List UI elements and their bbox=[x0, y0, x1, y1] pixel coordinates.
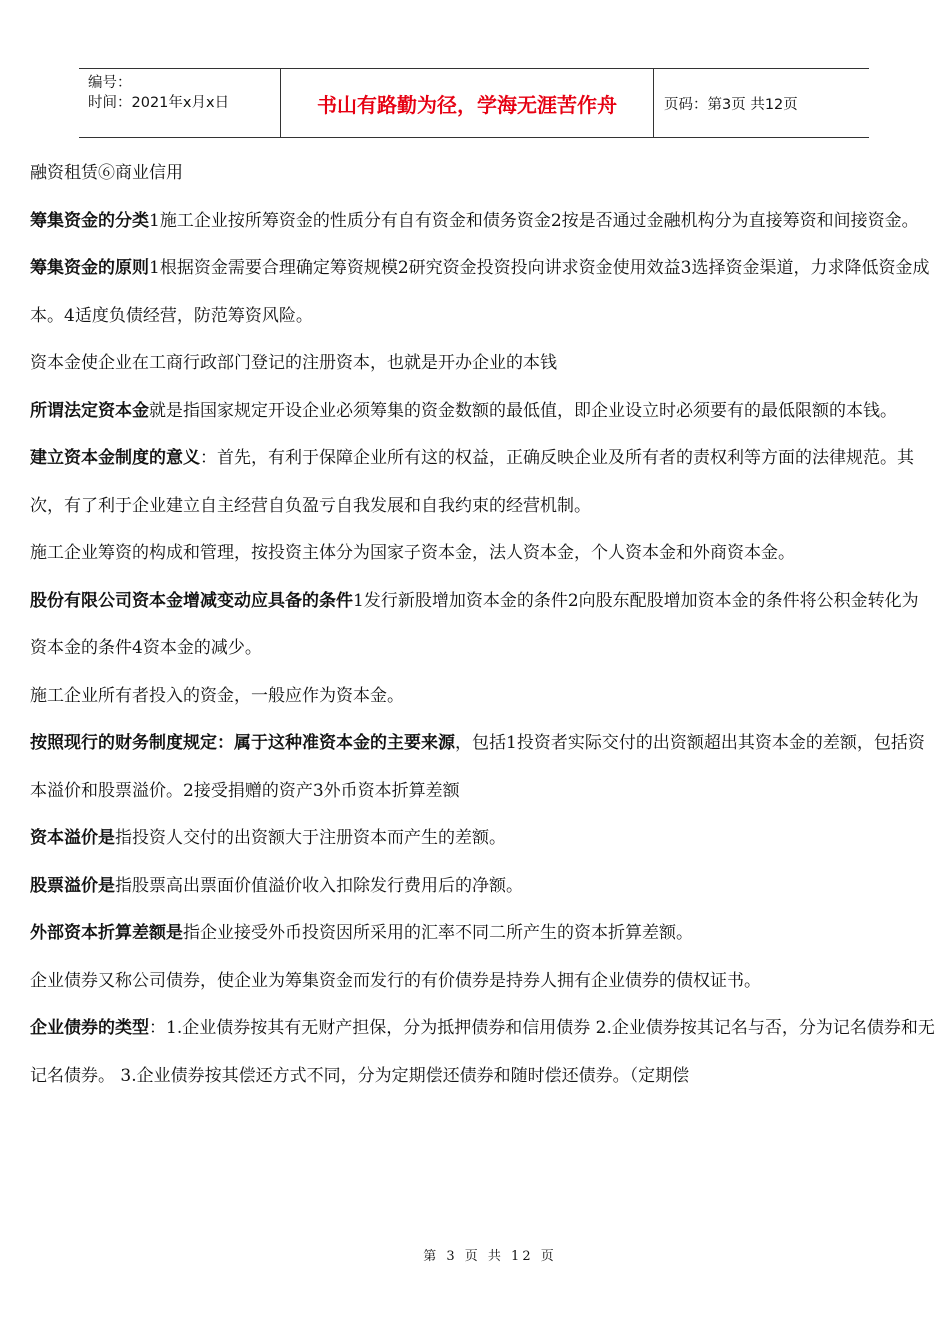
paragraph bbox=[30, 958, 935, 1006]
header-page-label: 页码：第3页 共12页 bbox=[664, 96, 798, 113]
paragraph-text: 施工企业筹资的构成和管理，按投资主体分为国家子资本金，法人资本金，个人资本金和外商资本金。 bbox=[30, 543, 795, 563]
paragraph-text: 1根据资金需要合理确定筹资规模2研究资金投资投向讲求资金使用效益3选择资金渠道，力求降低资金成本。4适度负债经营，防范筹资风险。 bbox=[30, 258, 930, 326]
paragraph bbox=[30, 150, 935, 198]
document-body bbox=[30, 150, 935, 1100]
paragraph bbox=[30, 340, 935, 388]
paragraph-text: ：首先，有利于保障企业所有这的权益，正确反映企业及所有者的责权利等方面的法律规范。其次，有了利于企业建立自主经营自负盈亏自我发展和自我约束的经营机制。 bbox=[30, 448, 914, 516]
paragraph-text: 1施工企业按所筹资金的性质分有自有资金和债务资金2按是否通过金融机构分为直接筹资和间接资金。 bbox=[149, 210, 919, 231]
paragraph-text: 企业债券又称公司债券，使企业为筹集资金而发行的有价债券是持券人拥有企业债券的债权证书。 bbox=[30, 970, 761, 991]
document-header bbox=[79, 68, 869, 138]
header-motto: 书山有路勤为径，学海无涯苦作舟 bbox=[281, 69, 654, 137]
document-number-label: 编号： bbox=[88, 75, 132, 91]
paragraph bbox=[30, 1005, 935, 1100]
header-info-cell bbox=[79, 69, 281, 137]
paragraph-bold-term: 股票溢价是 bbox=[30, 875, 115, 896]
paragraph bbox=[30, 198, 935, 246]
paragraph-bold-term: 外部资本折算差额是 bbox=[30, 923, 183, 943]
paragraph bbox=[30, 910, 935, 958]
paragraph bbox=[30, 435, 935, 530]
paragraph-bold-term: 筹集资金的原则 bbox=[30, 258, 149, 278]
page-footer: 第 3 页 共 12 页 bbox=[423, 1249, 557, 1264]
paragraph-text: ，包括1投资者实际交付的出资额超出其资本金的差额，包括资本溢价和股票溢价。2接受捐赠的资产3外币资本折算差额 bbox=[30, 733, 925, 801]
document-time-label: 时间：2021年x月x日 bbox=[88, 95, 230, 111]
paragraph-bold-term: 建立资本金制度的意义 bbox=[30, 448, 200, 468]
paragraph bbox=[30, 245, 935, 340]
paragraph bbox=[30, 720, 935, 815]
paragraph-text: 资本金使企业在工商行政部门登记的注册资本，也就是开办企业的本钱 bbox=[30, 353, 557, 373]
paragraph-bold-term: 股份有限公司资本金增减变动应具备的条件 bbox=[30, 590, 353, 611]
paragraph bbox=[30, 388, 935, 436]
paragraph-text: 指股票高出票面价值溢价收入扣除发行费用后的净额。 bbox=[115, 875, 523, 896]
paragraph-text: 融资租赁⑥商业信用 bbox=[30, 163, 183, 183]
paragraph-bold-term: 所谓法定资本金 bbox=[30, 400, 149, 421]
paragraph-text: 1发行新股增加资本金的条件2向股东配股增加资本金的条件将公积金转化为资本金的条件4资本金的减少。 bbox=[30, 590, 919, 658]
paragraph bbox=[30, 578, 935, 673]
paragraph-text: 施工企业所有者投入的资金，一般应作为资本金。 bbox=[30, 685, 404, 706]
paragraph-bold-term: 按照现行的财务制度规定：属于这种准资本金的主要来源 bbox=[30, 733, 455, 753]
paragraph-bold-term: 企业债券的类型 bbox=[30, 1018, 149, 1038]
paragraph-bold-term: 资本溢价是 bbox=[30, 828, 115, 848]
paragraph bbox=[30, 815, 935, 863]
paragraph-text: 指企业接受外币投资因所采用的汇率不同二所产生的资本折算差额。 bbox=[183, 923, 693, 943]
paragraph-text: 指投资人交付的出资额大于注册资本而产生的差额。 bbox=[115, 828, 506, 848]
paragraph-text: 就是指国家规定开设企业必须筹集的资金数额的最低值，即企业设立时必须要有的最低限额的本钱。 bbox=[149, 400, 897, 421]
paragraph-bold-term: 筹集资金的分类 bbox=[30, 210, 149, 231]
paragraph bbox=[30, 673, 935, 721]
paragraph-text: ：1.企业债券按其有无财产担保，分为抵押债券和信用债券 2.企业债券按其记名与否，分为记名债券和无记名债券。 3.企业债券按其偿还方式不同，分为定期偿还债券和随时偿还债券。（定期偿 bbox=[30, 1018, 935, 1086]
paragraph bbox=[30, 863, 935, 911]
paragraph bbox=[30, 530, 935, 578]
